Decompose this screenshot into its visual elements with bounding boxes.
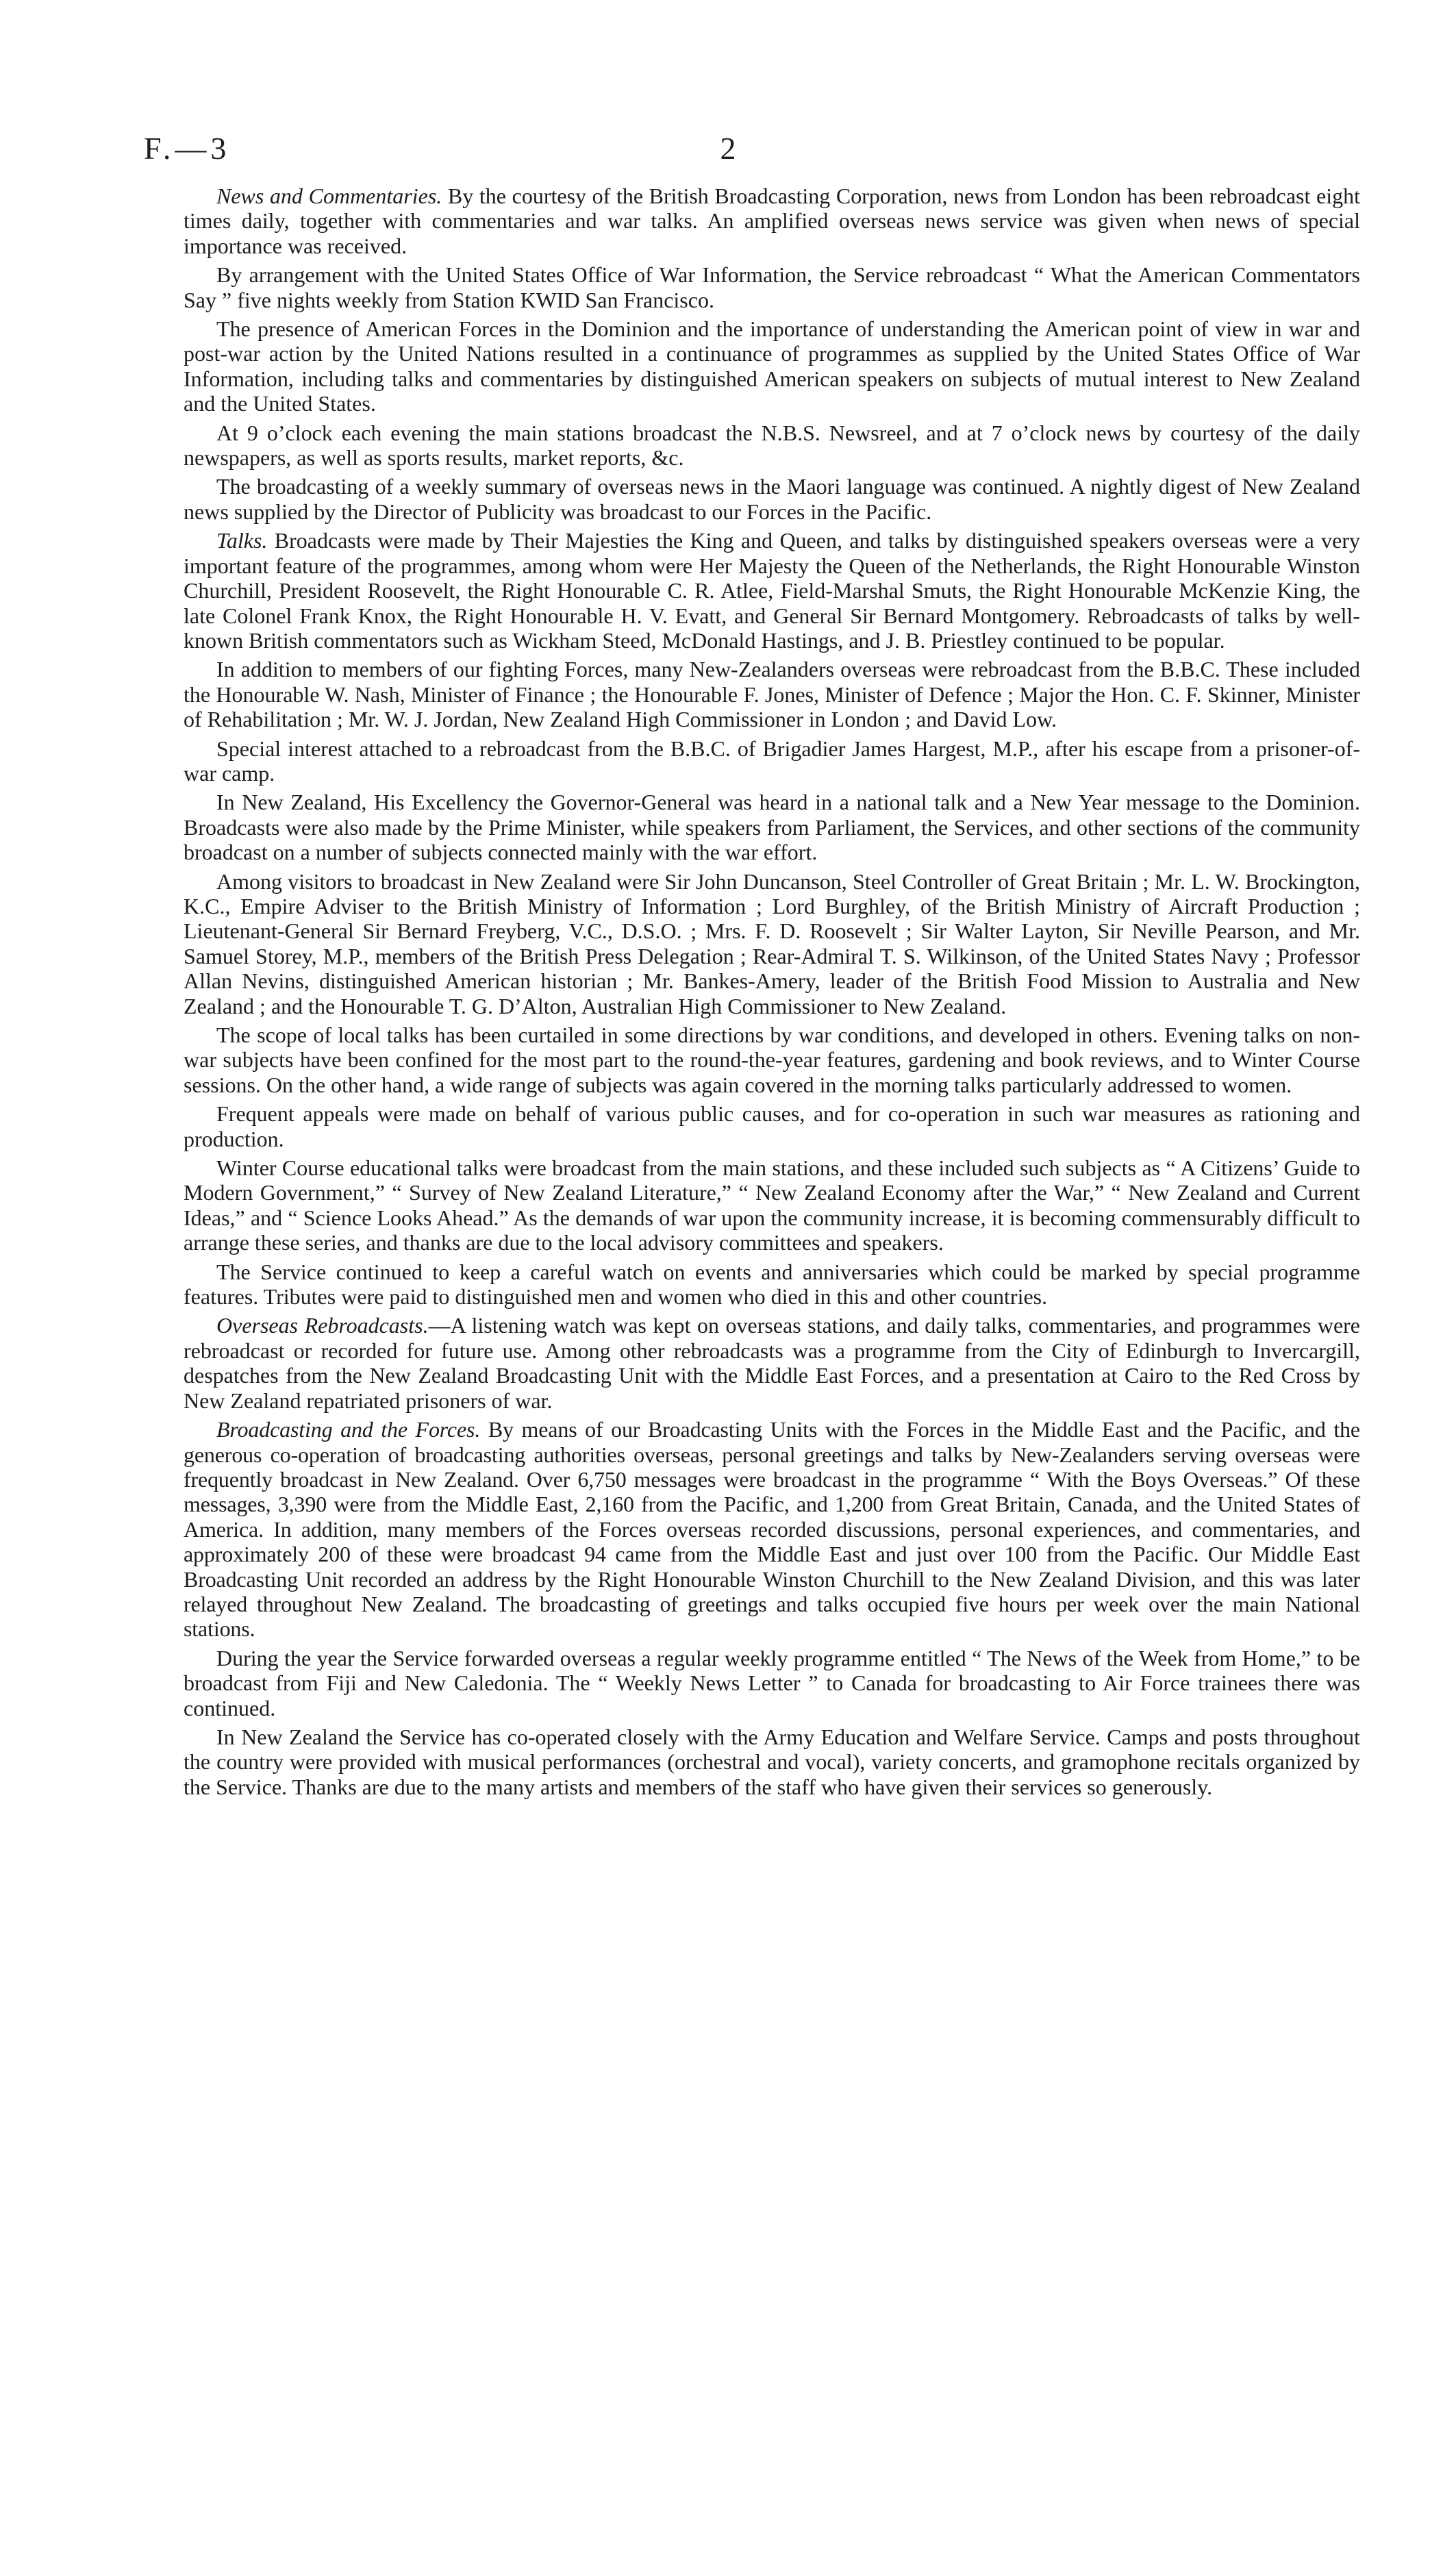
paragraph [184, 1417, 1360, 1642]
paragraph [184, 316, 1360, 416]
paragraph-text: The scope of local talks has been curtailed in some directions by war conditions, and developed in others. Evening talks on non-war subjects have been confined for the most part to the round-the-year features, gardening and book reviews, and to Winter Course sessions. On the other hand, a wide range of subjects was again covered in the morning talks particularly addressed to women. [184, 1023, 1360, 1097]
paragraph-text: In New Zealand the Service has co-operated closely with the Army Education and Welfare Service. Camps and posts throughout the country were provided with musical performances (orchestral and vocal), variety concerts, and gramophone recitals organized by the Service. Thanks are due to the many artists and members of the staff who have given their services so generously. [184, 1724, 1360, 1799]
paragraph-text: Broadcasts were made by Their Majesties the King and Queen, and talks by distinguished speakers overseas were a very important feature of the programmes, among whom were Her Majesty the Queen of the Netherlands, the Right Honourable Winston Churchill, President Roosevelt, the Right Honourable C. R. Atlee, Field-Marshal Smuts, the Right Honourable McKenzie King, the late Colonel Frank Knox, the Right Honourable H. V. Evatt, and General Sir Bernard Montgomery. Rebroadcasts of talks by well-known British commentators such as Wickham Steed, McDonald Hastings, and J. B. Priestley continued to be popular. [184, 528, 1360, 653]
paragraph-text: By arrangement with the United States Office of War Information, the Service rebroadcast “ What the American Commentators Say ” five nights weekly from Station KWID San Francisco. [184, 262, 1360, 312]
paragraph-text: In addition to members of our fighting Forces, many New-Zealanders overseas were rebroadcast from the B.B.C. These included the Honourable W. Nash, Minister of Finance ; the Honourable F. Jones, Minister of Defence ; Major the Hon. C. F. Skinner, Minister of Rehabilitation ; Mr. W. J. Jordan, New Zealand High Commissioner in London ; and David Low. [184, 657, 1360, 732]
paragraph [184, 262, 1360, 312]
paragraph-text: Special interest attached to a rebroadcast from the B.B.C. of Brigadier James Hargest, M.P., after his escape from a prisoner-of-war camp. [184, 736, 1360, 786]
paragraph [184, 1646, 1360, 1720]
section-heading: Overseas Rebroadcasts. [216, 1313, 429, 1338]
page-number: 2 [720, 131, 736, 166]
paragraph [184, 474, 1360, 524]
paragraph [184, 1260, 1360, 1310]
body-text [184, 184, 1360, 1803]
paragraph [184, 1101, 1360, 1151]
page-header [144, 130, 1312, 171]
paragraph-text: By means of our Broadcasting Units with the Forces in the Middle East and the Pacific, and the generous co-operation of broadcasting authorities overseas, personal greetings and talks by New-Zealanders serving overseas were frequently broadcast in New Zealand. Over 6,750 messages were broadcast in the programme “ With the Boys Overseas.” Of these messages, 3,390 were from the Middle East, 2,160 from the Pacific, and 1,200 from Great Britain, Canada, and the United States of America. In addition, many members of the Forces overseas recorded discussions, personal experiences, and commentaries, and approximately 200 of these were broadcast 94 came from the Middle East and just over 100 from the Pacific. Our Middle East Broadcasting Unit recorded an address by the Right Honourable Winston Churchill to the New Zealand Division, and this was later relayed throughout New Zealand. The broadcasting of greetings and talks occupied five hours per week over the main National stations. [184, 1417, 1360, 1642]
paragraph [184, 1155, 1360, 1255]
paragraph [184, 1313, 1360, 1413]
section-heading: Talks. [216, 528, 268, 553]
paragraph [184, 1023, 1360, 1097]
paragraph-text: Winter Course educational talks were broadcast from the main stations, and these included such subjects as “ A Citizens’ Guide to Modern Government,” “ Survey of New Zealand Literature,” “ New Zealand Economy after the War,” “ New Zealand and Current Ideas,” and “ Science Looks Ahead.” As the demands of war upon the community increase, it is becoming commensurably difficult to arrange these series, and thanks are due to the local advisory committees and speakers. [184, 1155, 1360, 1255]
paragraph-text: The presence of American Forces in the Dominion and the importance of understanding the American point of view in war and post-war action by the United Nations resulted in a continuance of programmes as supplied by the United States Office of War Information, including talks and commentaries by distinguished American speakers on subjects of mutual interest to New Zealand and the United States. [184, 316, 1360, 416]
section-heading: Broadcasting and the Forces. [216, 1417, 481, 1442]
document-reference: F.—3 [144, 131, 231, 166]
paragraph-text: By the courtesy of the British Broadcasting Corporation, news from London has been rebroadcast eight times daily, together with commentaries and war talks. An amplified overseas news service was given when news of special importance was received. [184, 184, 1361, 258]
paragraph [184, 184, 1360, 258]
paragraph-text: At 9 o’clock each evening the main stations broadcast the N.B.S. Newsreel, and at 7 o’clock news by courtesy of the daily newspapers, as well as sports results, market reports, &c. [184, 420, 1360, 471]
section-heading: News and Commentaries. [216, 184, 442, 208]
paragraph-text: Among visitors to broadcast in New Zealand were Sir John Duncanson, Steel Controller of Great Britain ; Mr. L. W. Brockington, K.C., Empire Adviser to the British Ministry of Information ; Lord Burghley, of the British Ministry of Aircraft Production ; Lieutenant-General Sir Bernard Freyberg, V.C., D.S.O. ; Mrs. F. D. Roosevelt ; Sir Walter Layton, Sir Neville Pearson, and Mr. Samuel Storey, M.P., members of the British Press Delegation ; Rear-Admiral T. S. Wilkinson, of the United States Navy ; Professor Allan Nevins, distinguished American historian ; Mr. Bankes-Amery, leader of the British Food Mission to Australia and New Zealand ; and the Honourable T. G. D’Alton, Australian High Commissioner to New Zealand. [184, 868, 1360, 1018]
paragraph-text: The broadcasting of a weekly summary of overseas news in the Maori language was continued. A nightly digest of New Zealand news supplied by the Director of Publicity was broadcast to our Forces in the Pacific. [184, 474, 1360, 524]
paragraph-text: —A listening watch was kept on overseas stations, and daily talks, commentaries, and programmes were rebroadcast or recorded for future use. Among other rebroadcasts was a programme from the City of Edinburgh to Invercargill, despatches from the New Zealand Broadcasting Unit with the Middle East Forces, and a presentation at Cairo to the Red Cross by New Zealand repatriated prisoners of war. [184, 1313, 1361, 1413]
paragraph [184, 869, 1360, 1018]
paragraph [184, 657, 1360, 731]
paragraph [184, 421, 1360, 471]
paragraph-text: The Service continued to keep a careful watch on events and anniversaries which could be marked by special programme features. Tributes were paid to distinguished men and women who died in this and other countries. [184, 1259, 1360, 1310]
paragraph [184, 528, 1360, 653]
paragraph-text: During the year the Service forwarded overseas a regular weekly programme entitled “ The News of the Week from Home,” to be broadcast from Fiji and New Caledonia. The “ Weekly News Letter ” to Canada for broadcasting to Air Force trainees there was continued. [184, 1645, 1360, 1720]
paragraph-text: In New Zealand, His Excellency the Governor-General was heard in a national talk and a New Year message to the Dominion. Broadcasts were also made by the Prime Minister, while speakers from Parliament, the Services, and other sections of the community broadcast on a number of subjects connected mainly with the war effort. [184, 790, 1360, 865]
paragraph-text: Frequent appeals were made on behalf of various public causes, and for co-operation in such war measures as rationing and production. [184, 1101, 1360, 1151]
paragraph [184, 790, 1360, 864]
paragraph [184, 736, 1360, 786]
paragraph [184, 1725, 1360, 1799]
